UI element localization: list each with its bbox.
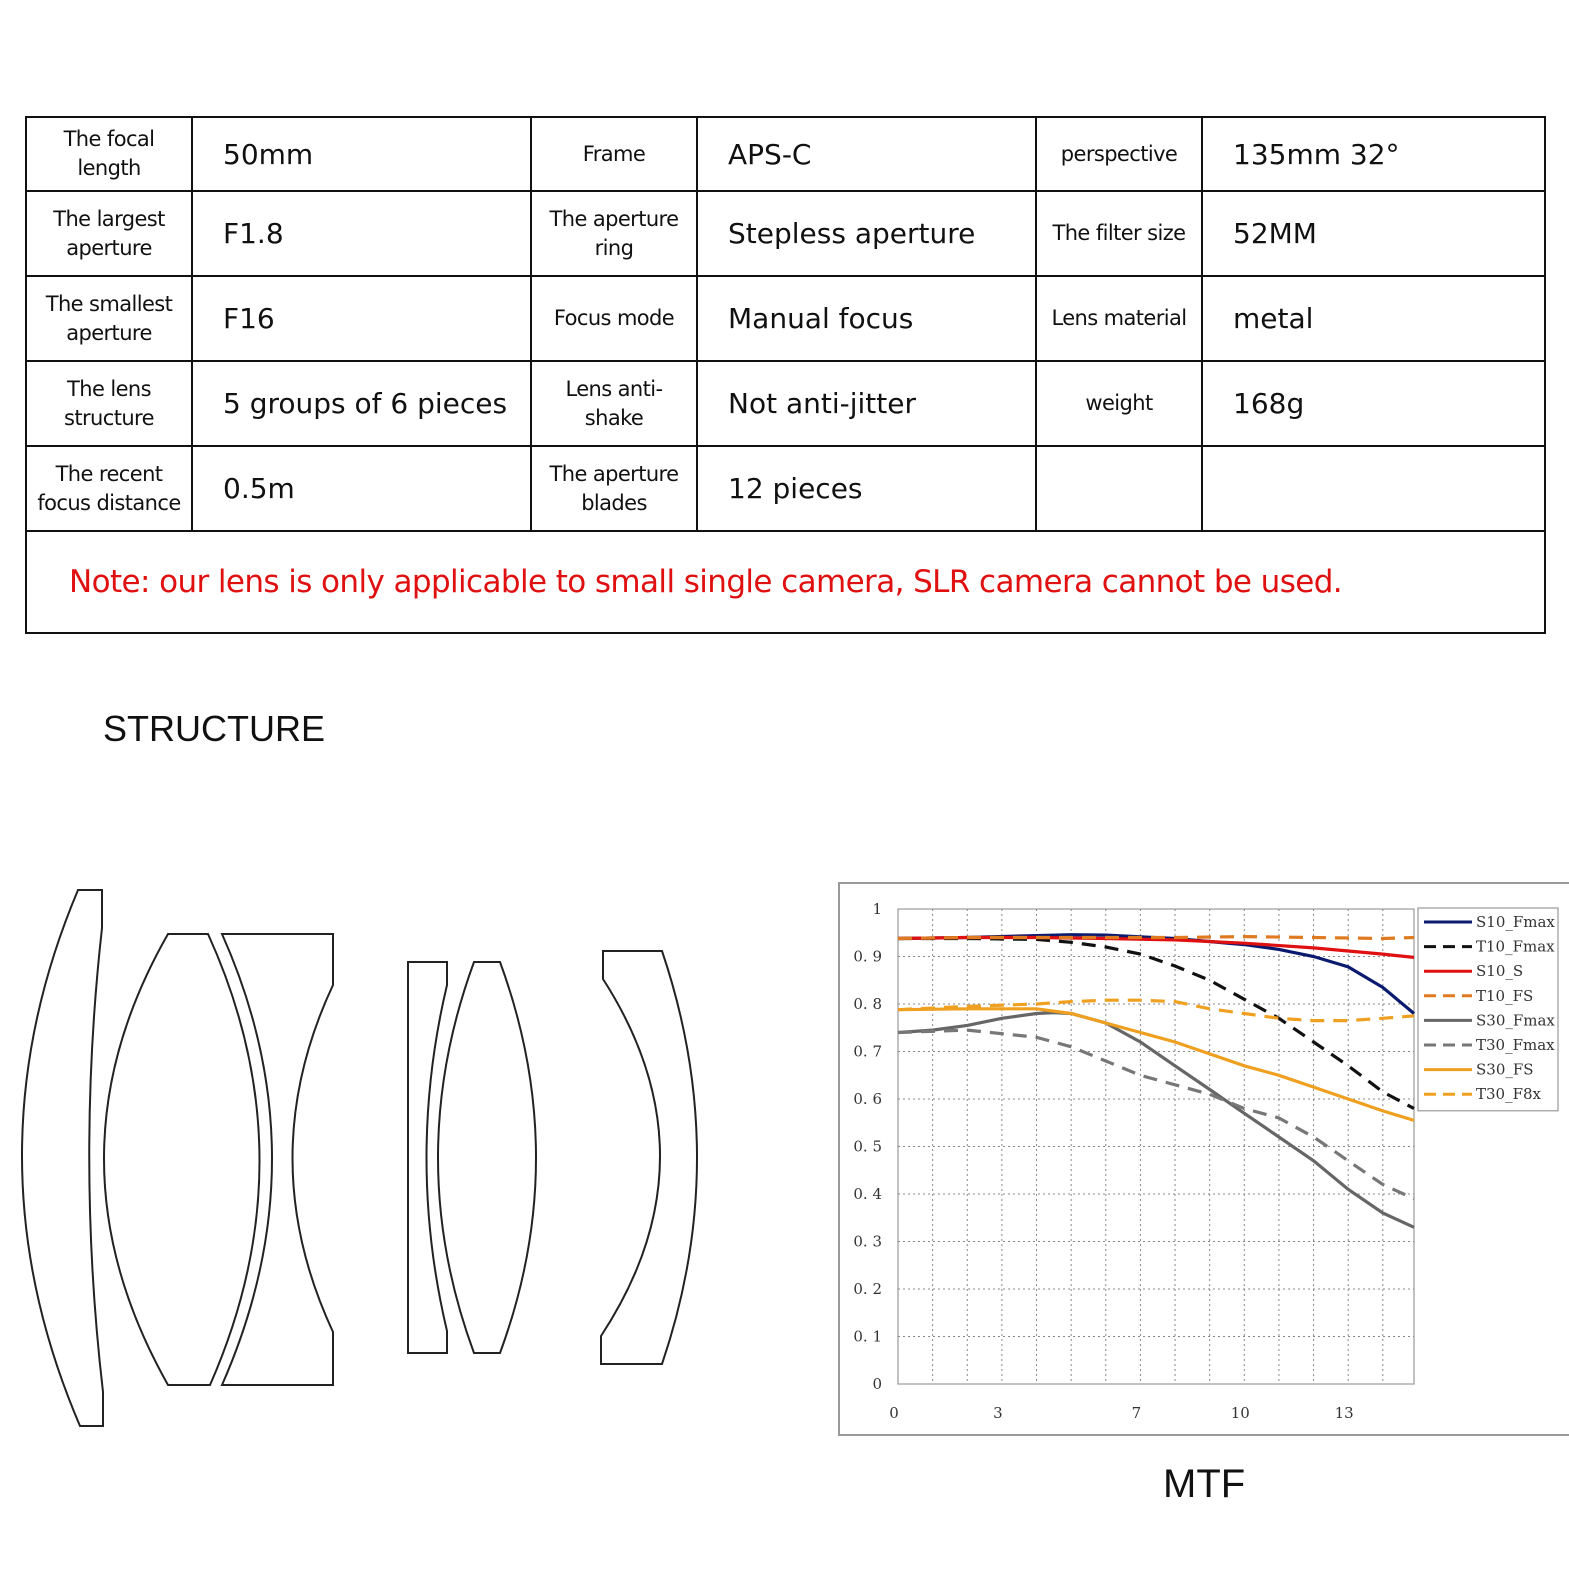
spec-label: Frame bbox=[531, 117, 697, 191]
x-tick-label: 0 bbox=[889, 1404, 899, 1422]
spec-label: perspective bbox=[1036, 117, 1202, 191]
spec-table bbox=[25, 116, 1546, 634]
spec-value: 0.5m bbox=[192, 446, 531, 531]
spec-label: The smallest aperture bbox=[26, 276, 192, 361]
lens-element-3 bbox=[222, 934, 333, 1385]
spec-value: 135mm 32° bbox=[1202, 117, 1545, 191]
y-tick-label: 0. 9 bbox=[853, 947, 882, 966]
legend-label: S10_Fmax bbox=[1476, 913, 1555, 931]
spec-label: The aperture ring bbox=[531, 191, 697, 276]
spec-row bbox=[26, 361, 1545, 446]
spec-value: F1.8 bbox=[192, 191, 531, 276]
spec-label: weight bbox=[1036, 361, 1202, 446]
spec-value: 168g bbox=[1202, 361, 1545, 446]
mtf-chart bbox=[838, 882, 1569, 1436]
spec-value: 52MM bbox=[1202, 191, 1545, 276]
spec-value: metal bbox=[1202, 276, 1545, 361]
legend-label: T30_Fmax bbox=[1476, 1036, 1555, 1054]
x-tick-label: 10 bbox=[1230, 1404, 1250, 1422]
mtf-title: MTF bbox=[1163, 1462, 1246, 1506]
spec-value: Stepless aperture bbox=[697, 191, 1036, 276]
spec-value: Not anti-jitter bbox=[697, 361, 1036, 446]
lens-element-4 bbox=[408, 962, 447, 1353]
spec-row bbox=[26, 191, 1545, 276]
lens-element-2 bbox=[104, 934, 260, 1385]
series-line-T10_FS bbox=[898, 937, 1414, 939]
spec-table-body bbox=[26, 117, 1545, 633]
spec-value: F16 bbox=[192, 276, 531, 361]
note-row bbox=[26, 531, 1545, 633]
spec-label: The lens structure bbox=[26, 361, 192, 446]
spec-label: Lens material bbox=[1036, 276, 1202, 361]
spec-label bbox=[1036, 446, 1202, 531]
legend-label: S30_Fmax bbox=[1476, 1011, 1555, 1030]
lens-element-5 bbox=[438, 962, 536, 1353]
spec-value: 5 groups of 6 pieces bbox=[192, 361, 531, 446]
y-tick-label: 0. 8 bbox=[853, 995, 882, 1013]
y-tick-label: 0. 7 bbox=[853, 1042, 882, 1061]
legend-label: T10_FS bbox=[1476, 986, 1534, 1005]
x-tick-label: 13 bbox=[1334, 1404, 1354, 1422]
lens-element-1 bbox=[22, 890, 103, 1426]
plot-area bbox=[898, 909, 1414, 1384]
spec-label: Focus mode bbox=[531, 276, 697, 361]
spec-value bbox=[1202, 446, 1545, 531]
spec-label: The focal length bbox=[26, 117, 192, 191]
y-tick-label: 0. 1 bbox=[853, 1327, 882, 1346]
spec-value: 50mm bbox=[192, 117, 531, 191]
y-tick-label: 0. 6 bbox=[853, 1090, 882, 1108]
spec-label: The largest aperture bbox=[26, 191, 192, 276]
structure-title: STRUCTURE bbox=[103, 708, 325, 749]
y-tick-label: 0. 4 bbox=[853, 1185, 882, 1203]
spec-label: Lens anti-shake bbox=[531, 361, 697, 446]
spec-value: Manual focus bbox=[697, 276, 1036, 361]
grid-layer bbox=[898, 909, 1414, 1384]
spec-row bbox=[26, 276, 1545, 361]
lens-element-6 bbox=[601, 951, 697, 1364]
legend-label: S10_S bbox=[1476, 962, 1524, 981]
legend-label: T10_Fmax bbox=[1476, 937, 1555, 956]
legend-label: T30_F8x bbox=[1476, 1085, 1542, 1104]
y-tick-label: 0 bbox=[872, 1375, 882, 1393]
x-tick-label: 3 bbox=[993, 1404, 1003, 1422]
y-tick-label: 0. 3 bbox=[853, 1232, 882, 1251]
lens-structure-diagram bbox=[0, 880, 720, 1440]
spec-label: The aperture blades bbox=[531, 446, 697, 531]
spec-row bbox=[26, 117, 1545, 191]
legend-label: S30_FS bbox=[1476, 1060, 1534, 1079]
spec-value: 12 pieces bbox=[697, 446, 1036, 531]
spec-label: The filter size bbox=[1036, 191, 1202, 276]
y-tick-label: 0. 5 bbox=[853, 1137, 882, 1156]
note-text: Note: our lens is only applicable to small single camera, SLR camera cannot be used. bbox=[26, 531, 1545, 633]
spec-value: APS-C bbox=[697, 117, 1036, 191]
spec-row bbox=[26, 446, 1545, 531]
y-tick-label: 1 bbox=[872, 900, 882, 918]
spec-label: The recent focus distance bbox=[26, 446, 192, 531]
y-tick-label: 0. 2 bbox=[853, 1280, 882, 1298]
legend bbox=[1418, 908, 1558, 1111]
x-tick-label: 7 bbox=[1131, 1404, 1142, 1422]
